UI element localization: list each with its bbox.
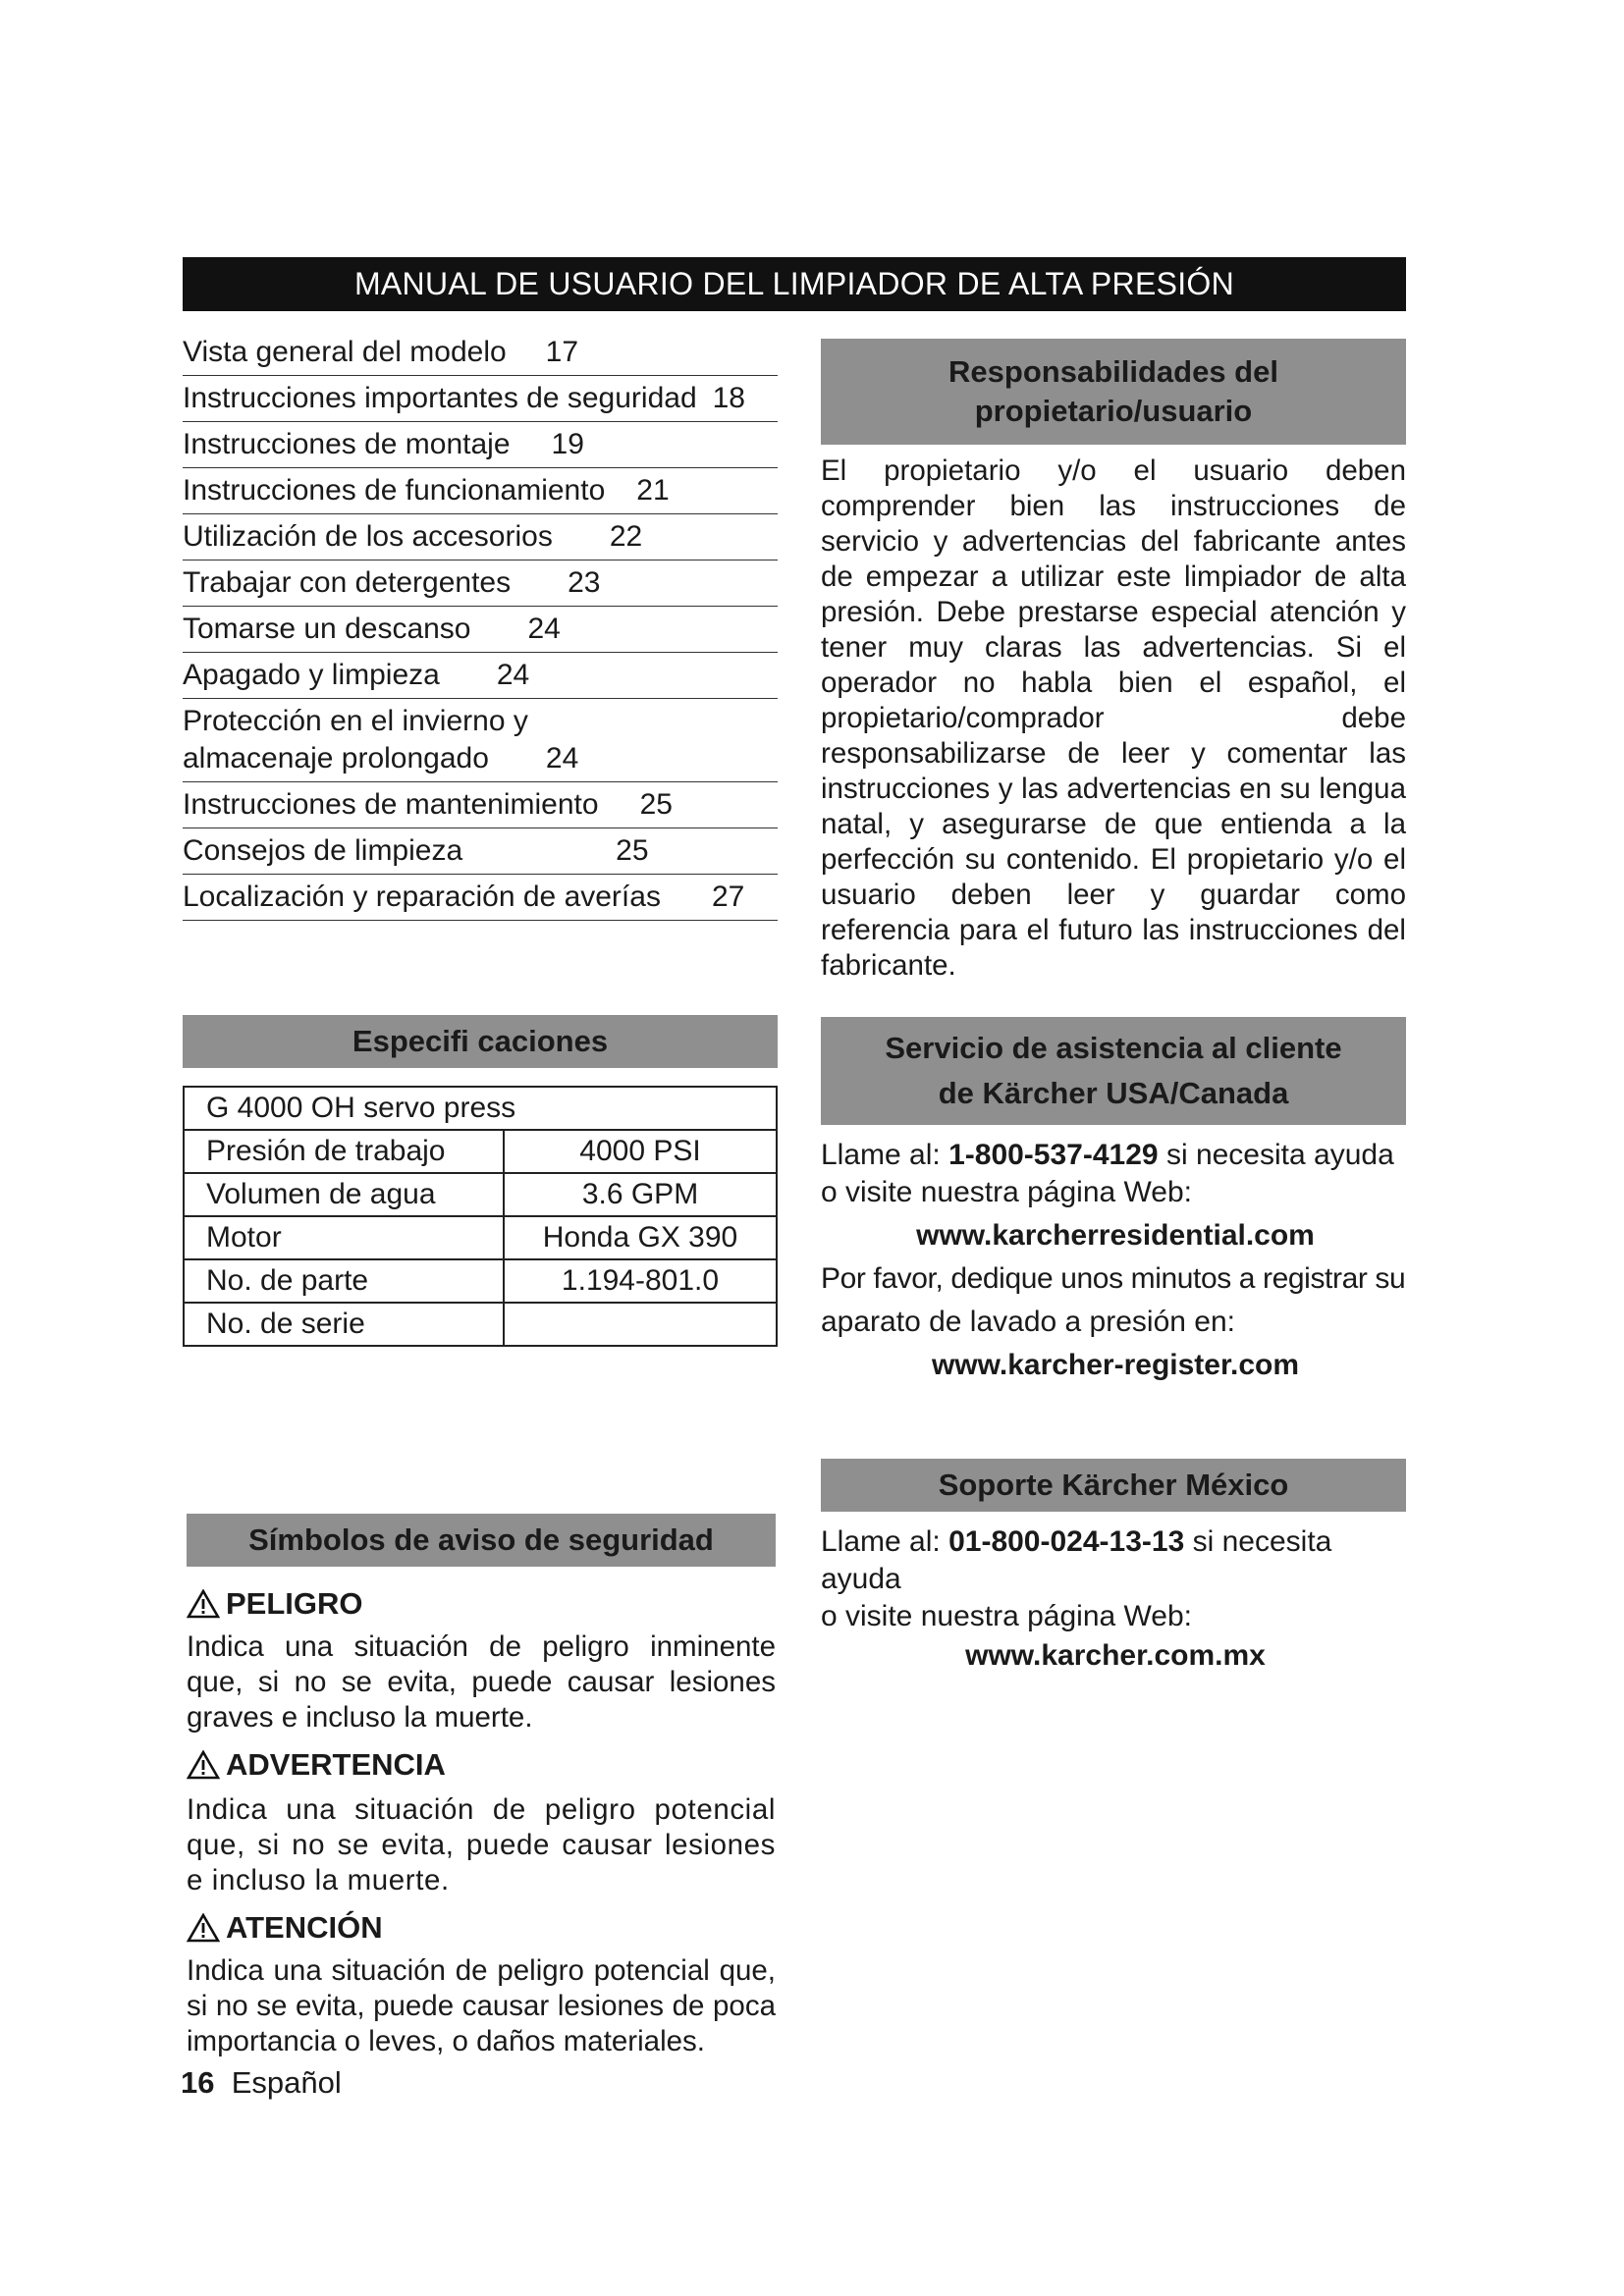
caution-title: ATENCIÓN (226, 1910, 383, 1945)
warning-triangle-icon (187, 1750, 220, 1780)
toc-page: 24 (527, 613, 561, 645)
danger-title: PELIGRO (226, 1586, 363, 1621)
toc-row (183, 330, 778, 376)
toc-label: Tomarse un descanso (183, 613, 471, 645)
service-heading-line1: Servicio de asistencia al cliente (885, 1031, 1342, 1065)
mexico-phone[interactable]: 01-800-024-13-13 (948, 1525, 1185, 1558)
specs-table (183, 1086, 778, 1347)
spec-value: Honda GX 390 (504, 1216, 777, 1259)
manual-title-bar (183, 257, 1406, 311)
specs-heading: Especifi caciones (352, 1024, 609, 1058)
register-text: Por favor, dedique unos minutos a registrar su (821, 1262, 1406, 1295)
usa-phone[interactable]: 1-800-537-4129 (948, 1139, 1159, 1171)
spec-label: Volumen de agua (184, 1173, 504, 1216)
toc-row (183, 422, 778, 468)
call-prefix: Llame al: (821, 1525, 941, 1558)
caution-text: Indica una situación de peligro potencial que, si no se evita, puede causar lesiones de poca importancia o leves, o daños materiales. (187, 1954, 776, 2057)
toc-page: 25 (616, 834, 649, 867)
toc-row (183, 828, 778, 875)
call-suffix: si necesita ayuda (821, 1525, 1332, 1595)
warning-triangle-icon (187, 1913, 220, 1943)
toc-row (183, 514, 778, 561)
danger-text: Indica una situación de peligro inminente que, si no se evita, puede causar lesiones graves e incluso la muerte. (187, 1630, 776, 1734)
table-row (184, 1259, 777, 1303)
toc-row (183, 376, 778, 422)
safety-symbols-section (187, 1586, 776, 2059)
toc-page: 25 (639, 788, 673, 821)
table-row (184, 1130, 777, 1173)
toc-row (183, 653, 778, 699)
symbols-heading: Símbolos de aviso de seguridad (248, 1522, 714, 1557)
service-heading-box (821, 1017, 1406, 1125)
manual-title: MANUAL DE USUARIO DEL LIMPIADOR DE ALTA PRESIÓN (353, 266, 1235, 301)
warning-title-row (187, 1747, 776, 1783)
warning-title: ADVERTENCIA (226, 1747, 446, 1782)
table-row (184, 1303, 777, 1346)
mexico-call-line (821, 1523, 1410, 1598)
spec-value: 3.6 GPM (504, 1173, 777, 1216)
table-row (184, 1173, 777, 1216)
toc-label: Apagado y limpieza (183, 659, 440, 691)
visit-text: o visite nuestra página Web: (821, 1600, 1193, 1632)
toc-label: Trabajar con detergentes (183, 566, 512, 599)
toc-label: Instrucciones de mantenimiento (183, 788, 599, 821)
table-row (184, 1087, 777, 1130)
toc-label: Protección en el invierno y (183, 705, 528, 737)
toc-label: Vista general del modelo (183, 336, 507, 368)
toc-label: Instrucciones de montaje (183, 428, 511, 460)
owner-paragraph: El propietario y/o el usuario deben comprender bien las instrucciones de servicio y advertencias del fabricante antes de empezar a utilizar este limpiador de alta presión. Debe prestarse especial atención y tener muy claras las advertencias. Si el operador no habla bien el español, el propietario/comprador debe responsabilizarse de leer y comentar las instrucciones y las advertencias en su lengua natal, y asegurarse de que entienda a la perfección su contenido. El propietario y/o el usuario deben leer y guardar como referencia para el futuro las instrucciones del fabricante. (821, 454, 1406, 982)
specs-model: G 4000 OH servo press (184, 1087, 777, 1130)
owner-heading-box (821, 339, 1406, 445)
toc-page: 24 (496, 659, 530, 691)
toc-page: 23 (568, 566, 601, 599)
register-website-link[interactable]: www.karcher-register.com (931, 1349, 1300, 1381)
warning-text: Indica una situación de peligro potencial que, si no se evita, puede causar lesiones e incluso la muerte. (187, 1793, 776, 1896)
caution-title-row (187, 1910, 776, 1946)
spec-label: No. de parte (184, 1259, 504, 1303)
page-footer (181, 2065, 342, 2101)
spec-label: No. de serie (184, 1303, 504, 1346)
warning-triangle-icon (187, 1589, 220, 1619)
toc-row (183, 468, 778, 514)
toc-page: 22 (609, 520, 643, 553)
table-row (184, 1216, 777, 1259)
service-call-line (821, 1137, 1410, 1174)
mexico-heading-box (821, 1459, 1406, 1512)
toc-page: 27 (711, 881, 745, 913)
footer-language: Español (231, 2065, 342, 2100)
toc-page: 21 (636, 474, 670, 507)
service-heading-line2: de Kärcher USA/Canada (938, 1076, 1289, 1110)
specs-heading-box (183, 1015, 778, 1068)
danger-title-row (187, 1586, 776, 1622)
register-text: aparato de lavado a presión en: (821, 1306, 1235, 1338)
toc-row (183, 607, 778, 653)
spec-value (504, 1303, 777, 1346)
toc-row (183, 699, 778, 782)
spec-label: Presión de trabajo (184, 1130, 504, 1173)
mexico-website-link[interactable]: www.karcher.com.mx (965, 1639, 1266, 1672)
toc-label: Consejos de limpieza (183, 834, 463, 867)
mexico-contact (821, 1523, 1410, 1675)
toc-label: Utilización de los accesorios (183, 520, 553, 553)
toc-label: Instrucciones importantes de seguridad (183, 382, 697, 414)
symbols-heading-box (187, 1514, 776, 1567)
toc-page: 17 (545, 336, 579, 368)
toc-label: almacenaje prolongado (183, 742, 489, 774)
call-prefix: Llame al: (821, 1139, 941, 1171)
toc-page: 18 (712, 382, 745, 414)
toc-page: 19 (551, 428, 584, 460)
toc-label: Instrucciones de funcionamiento (183, 474, 606, 507)
page-number: 16 (181, 2065, 215, 2100)
spec-value: 1.194-801.0 (504, 1259, 777, 1303)
toc-row (183, 782, 778, 828)
service-contact (821, 1137, 1410, 1384)
call-suffix: si necesita ayuda (1165, 1139, 1394, 1171)
table-of-contents (183, 330, 778, 921)
owner-heading: Responsabilidades del propietario/usuario (948, 354, 1278, 428)
usa-website-link[interactable]: www.karcherresidential.com (916, 1219, 1315, 1252)
spec-label: Motor (184, 1216, 504, 1259)
spec-value: 4000 PSI (504, 1130, 777, 1173)
toc-row (183, 875, 778, 921)
visit-text: o visite nuestra página Web: (821, 1176, 1193, 1208)
mexico-heading: Soporte Kärcher México (938, 1468, 1289, 1502)
toc-page: 24 (545, 742, 579, 774)
toc-row (183, 561, 778, 607)
toc-label: Localización y reparación de averías (183, 881, 661, 913)
